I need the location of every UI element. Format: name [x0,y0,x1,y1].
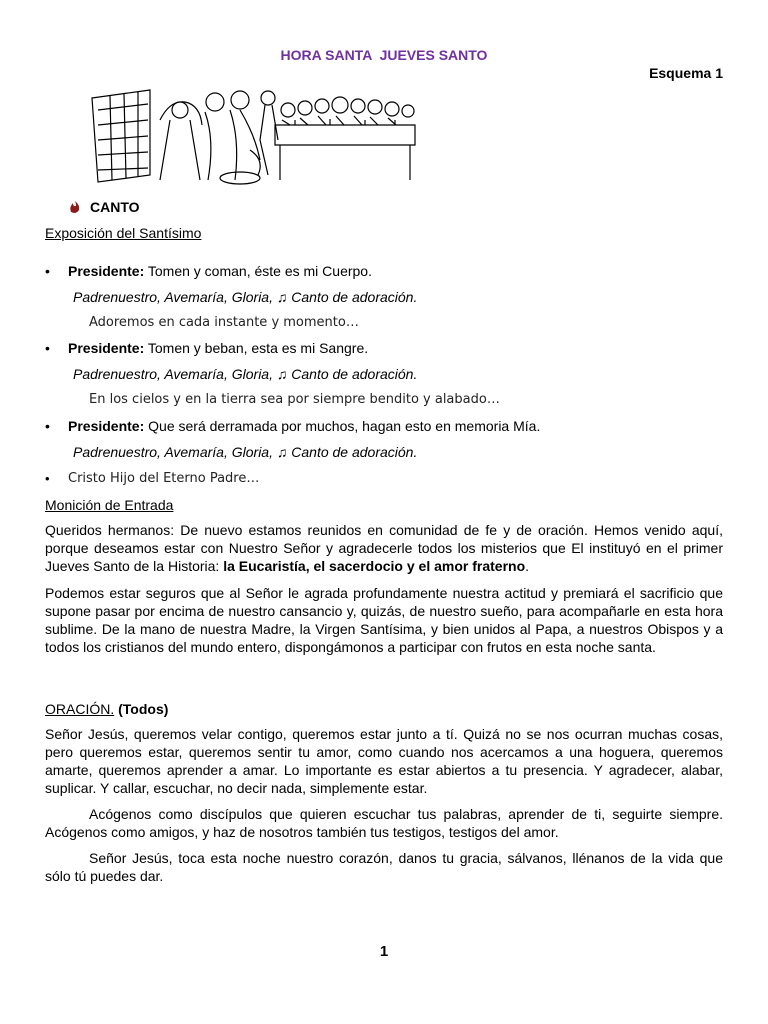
music-note-icon: ♫ [276,444,288,460]
list-item-text: Cristo Hijo del Eterno Padre… [68,471,260,486]
canto-heading [68,199,140,215]
bullet-icon: • [45,418,50,434]
canto-label: CANTO [90,199,140,215]
flame-icon [68,200,82,214]
paragraph-bold-text: la Eucaristía, el sacerdocio y el amor fraterno [223,558,526,574]
monicion-paragraph-1 [45,521,723,575]
oracion-paragraph-3: Señor Jesús, toca esta noche nuestro corazón, danos tu gracia, sálvanos, llénanos de la vida que sólo tú puedes dar. [45,850,723,884]
oracion-paragraph-2: Acógenos como discípulos que quieren escuchar tus palabras, aprender de ti, seguirte siempre. Acógenos como amigos, y haz de nosotros también tus testigos, testigos del amor. [45,806,723,840]
bullet-icon: • [45,471,50,486]
speaker-label: Presidente: [68,340,145,356]
list-item [45,263,372,279]
prayers-line [73,289,417,305]
song-text: Canto de adoración. [287,289,418,305]
monicion-paragraph-2: Podemos estar seguros que al Señor le agrada profundamente nuestra actitud y premiará el sacrificio que supone pasar por encima de nuestro cansancio y, quizás, de nuestro sueño, para acompañarle en esta hora sublime. De la mano de nuestra Madre, la Virgen Santísima, y bien unidos al Papa, a nuestros Obispos y a todos los cristianos del mundo entero, dispongámonos a participar con frutos en esta noche santa. [45,585,723,655]
item-text: Que será derramada por muchos, hagan esto en memoria Mía. [144,418,541,434]
last-supper-illustration [90,80,420,188]
speaker-label: Presidente: [68,263,145,279]
item-text: Tomen y beban, esta es mi Sangre. [144,340,369,356]
song-verse: En los cielos y en la tierra sea por siempre bendito y alabado… [89,392,500,407]
list-item [45,418,540,434]
prayers-text: Padrenuestro, Avemaría, Gloria, [73,289,277,305]
prayers-text: Padrenuestro, Avemaría, Gloria, [73,366,277,382]
oracion-title: ORACIÓN. [45,701,115,717]
song-text: Canto de adoración. [287,366,418,382]
oracion-paragraph-1: Señor Jesús, queremos velar contigo, queremos estar junto a tí. Quizá no se nos ocurran muchas cosas, pero queremos estar, queremos sentir tu amor, como cuando nos acercamos a una hoguera, queremos amarte, queremos aprender a amar. Lo importante es estar abiertos a tu presencia. Y agradecer, alabar, suplicar. Y callar, escuchar, no decir nada, simplemente estar. [45,726,723,796]
document-title: HORA SANTA JUEVES SANTO [280,47,488,63]
oracion-subtitle: (Todos) [114,701,169,717]
bullet-icon: • [45,263,50,279]
page-number: 1 [379,943,389,960]
exposicion-heading: Exposición del Santísimo [45,225,202,241]
scheme-label: Esquema 1 [649,65,723,81]
prayers-line [73,366,417,382]
monicion-heading: Monición de Entrada [45,497,174,513]
prayers-line [73,444,417,460]
paragraph-text-end: . [525,558,530,574]
music-note-icon: ♫ [276,366,288,382]
bullet-icon: • [45,340,50,356]
oracion-heading [45,701,168,717]
prayers-text: Padrenuestro, Avemaría, Gloria, [73,444,277,460]
item-text: Tomen y coman, éste es mi Cuerpo. [144,263,372,279]
list-item [45,471,259,486]
list-item [45,340,368,356]
music-note-icon: ♫ [276,289,288,305]
speaker-label: Presidente: [68,418,145,434]
song-verse: Adoremos en cada instante y momento… [89,315,359,330]
song-text: Canto de adoración. [287,444,418,460]
paragraph-text: Queridos hermanos: De nuevo estamos reunidos en comunidad de fe y de oración. Hemos venido aquí, porque deseamos estar con Nuestro Señor y agradecerle todos los misterios que El instituyó en el primer Jueves Santo de la Historia: [45,522,723,574]
